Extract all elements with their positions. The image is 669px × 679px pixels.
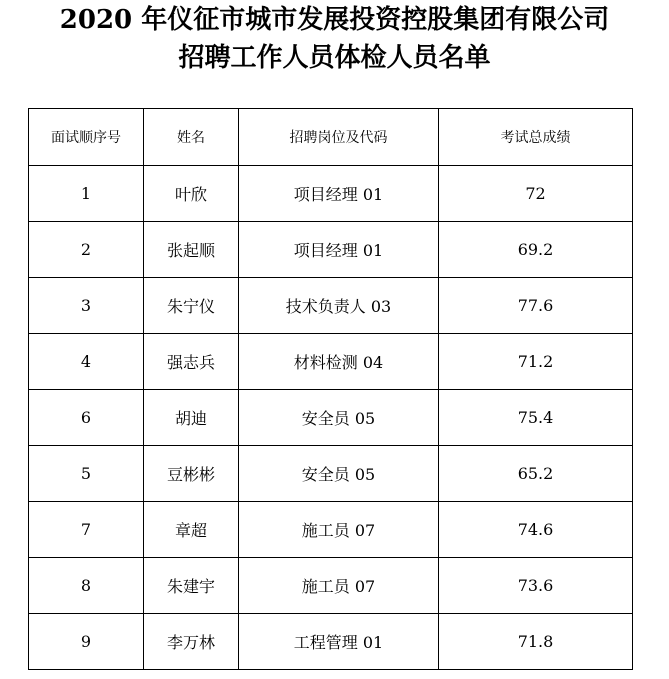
cell-position-code: 项目经理 01	[239, 222, 439, 278]
cell-position-code: 安全员 05	[239, 446, 439, 502]
title-line-1: 2020 年仪征市城市发展投资控股集团有限公司	[59, 5, 610, 35]
cell-name: 豆彬彬	[144, 446, 239, 502]
cell-total-score: 71.2	[439, 334, 633, 390]
cell-position-code: 材料检测 04	[239, 334, 439, 390]
cell-interview-order: 5	[29, 446, 144, 502]
header-name: 姓名	[144, 109, 239, 166]
cell-interview-order: 2	[29, 222, 144, 278]
cell-interview-order: 7	[29, 502, 144, 558]
table-header-row	[29, 109, 633, 166]
cell-name: 叶欣	[144, 166, 239, 222]
cell-name: 朱宁仪	[144, 278, 239, 334]
cell-name: 胡迪	[144, 390, 239, 446]
cell-interview-order: 8	[29, 558, 144, 614]
cell-interview-order: 1	[29, 166, 144, 222]
table-row	[29, 222, 633, 278]
cell-total-score: 75.4	[439, 390, 633, 446]
table-row	[29, 166, 633, 222]
cell-name: 张起顺	[144, 222, 239, 278]
header-interview-order: 面试顺序号	[29, 109, 144, 166]
cell-name: 章超	[144, 502, 239, 558]
title-line-2: 招聘工作人员体检人员名单	[178, 43, 491, 73]
table-row	[29, 390, 633, 446]
cell-total-score: 69.2	[439, 222, 633, 278]
cell-interview-order: 6	[29, 390, 144, 446]
cell-position-code: 技术负责人 03	[239, 278, 439, 334]
cell-position-code: 工程管理 01	[239, 614, 439, 670]
table-row	[29, 446, 633, 502]
cell-interview-order: 3	[29, 278, 144, 334]
cell-interview-order: 4	[29, 334, 144, 390]
document-title	[0, 0, 669, 75]
cell-position-code: 项目经理 01	[239, 166, 439, 222]
table-row	[29, 278, 633, 334]
cell-position-code: 施工员 07	[239, 502, 439, 558]
header-position-code: 招聘岗位及代码	[239, 109, 439, 166]
candidate-table	[28, 108, 633, 670]
cell-name: 李万林	[144, 614, 239, 670]
cell-interview-order: 9	[29, 614, 144, 670]
cell-position-code: 安全员 05	[239, 390, 439, 446]
cell-total-score: 71.8	[439, 614, 633, 670]
cell-total-score: 77.6	[439, 278, 633, 334]
table-row	[29, 502, 633, 558]
table-row	[29, 334, 633, 390]
cell-total-score: 65.2	[439, 446, 633, 502]
cell-name: 强志兵	[144, 334, 239, 390]
cell-name: 朱建宇	[144, 558, 239, 614]
header-total-score: 考试总成绩	[439, 109, 633, 166]
cell-position-code: 施工员 07	[239, 558, 439, 614]
cell-total-score: 74.6	[439, 502, 633, 558]
table-row	[29, 614, 633, 670]
cell-total-score: 73.6	[439, 558, 633, 614]
cell-total-score: 72	[439, 166, 633, 222]
table-row	[29, 558, 633, 614]
